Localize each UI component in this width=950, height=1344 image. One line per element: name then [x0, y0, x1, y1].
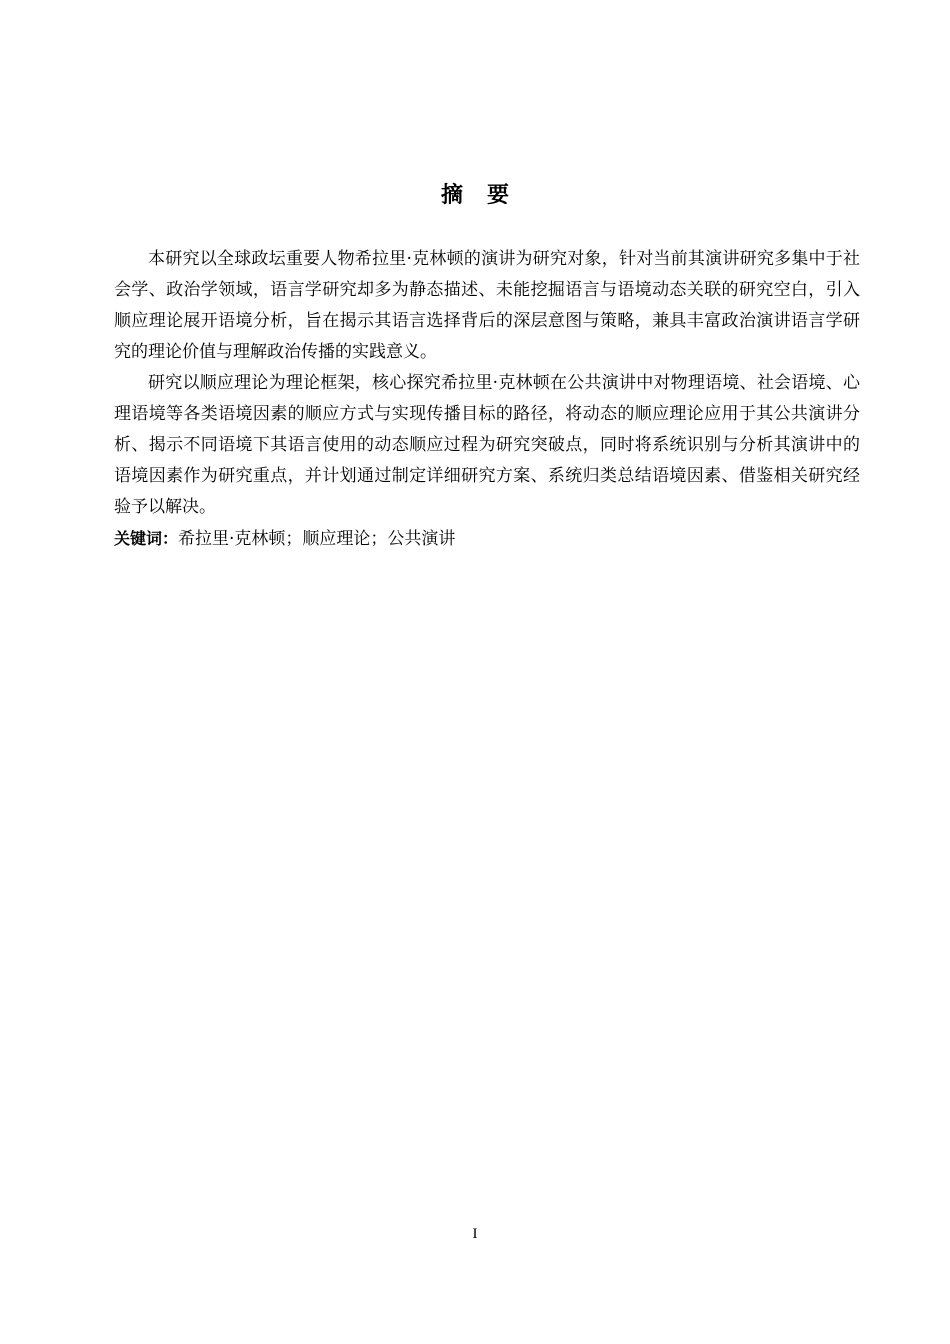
page-title: 摘要	[440, 183, 533, 208]
keywords-line	[114, 523, 860, 555]
keywords-label: 关键词：	[114, 529, 179, 548]
abstract-body	[114, 244, 860, 555]
abstract-paragraph-1: 本研究以全球政坛重要人物希拉里·克林顿的演讲为研究对象，针对当前其演讲研究多集中于社会学、政治学领域，语言学研究却多为静态描述、未能挖掘语言与语境动态关联的研究空白，引入顺应理论展开语境分析，旨在揭示其语言选择背后的深层意图与策略，兼具丰富政治演讲语言学研究的理论价值与理解政治传播的实践意义。	[114, 249, 860, 362]
abstract-paragraph-2: 研究以顺应理论为理论框架，核心探究希拉里·克林顿在公共演讲中对物理语境、社会语境、心理语境等各类语境因素的顺应方式与实现传播目标的路径，将动态的顺应理论应用于其公共演讲分析、揭示不同语境下其语言使用的动态顺应过程为研究突破点，同时将系统识别与分析其演讲中的语境因素作为研究重点，并计划通过制定详细研究方案、系统归类总结语境因素、借鉴相关研究经验予以解决。	[114, 373, 860, 517]
page-number: I	[472, 1226, 478, 1242]
keywords-text: 希拉里·克林顿；顺应理论；公共演讲	[178, 529, 456, 549]
